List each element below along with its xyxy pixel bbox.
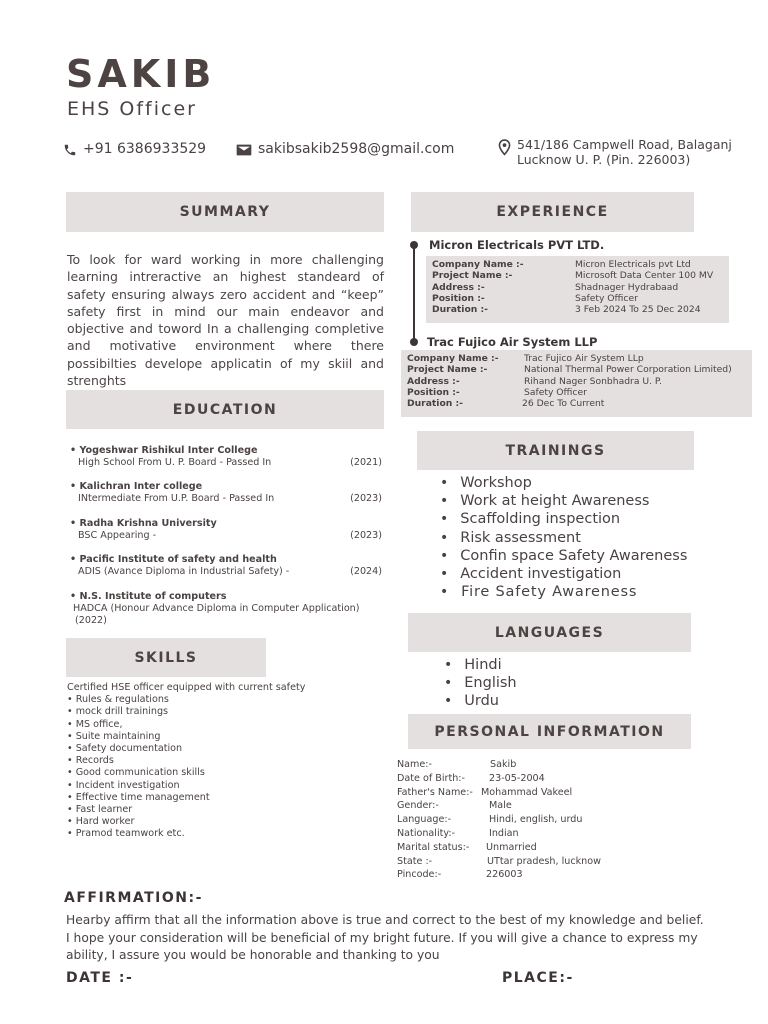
job-details-micron [426, 256, 729, 323]
languages-list [444, 656, 517, 711]
skill-item: • Pramod teamwork etc. [67, 828, 185, 840]
training-item: • Fire Safety Awareness [440, 583, 687, 601]
location-pin-icon [498, 139, 511, 156]
info-value: Sakib [490, 759, 517, 770]
education-detail: BSC Appearing - [78, 530, 157, 541]
experience-heading: EXPERIENCE [411, 192, 694, 232]
education-item [70, 591, 382, 627]
contact-phone [63, 141, 206, 157]
education-year: (2023) [350, 493, 382, 504]
detail-key: Project Name :- [432, 270, 513, 282]
education-institution: • Radha Krishna University [70, 518, 217, 529]
education-item [70, 554, 382, 578]
affirmation-text [66, 912, 726, 965]
personal-info-heading: PERSONAL INFORMATION [408, 714, 691, 749]
skill-item: • Suite maintaining [67, 730, 161, 742]
detail-key: Company Name :- [432, 259, 524, 270]
education-year: (2024) [350, 566, 382, 577]
envelope-icon [236, 143, 252, 157]
training-item: • Accident investigation [440, 565, 687, 583]
job-details-trac [401, 350, 752, 417]
info-value: 23-05-2004 [489, 772, 545, 784]
skill-item: • Good communication skills [67, 767, 205, 779]
detail-key: Project Name :- [407, 364, 488, 376]
candidate-name: SAKIB [66, 52, 216, 96]
summary-heading: SUMMARY [66, 192, 384, 232]
info-key: State :- [397, 855, 433, 867]
detail-key: Position :- [407, 386, 460, 398]
address-block [517, 137, 732, 167]
detail-value: Shadnager Hydrabaad [575, 281, 679, 293]
education-detail: INtermediate From U.P. Board - Passed In [78, 493, 275, 504]
training-item: • Confin space Safety Awareness [440, 547, 687, 565]
info-value: Mohammad Vakeel [481, 786, 573, 798]
info-value: Male [489, 800, 512, 812]
job-title: EHS Officer [67, 98, 197, 120]
info-value: UTtar pradesh, lucknow [487, 855, 601, 867]
education-year: (2021) [350, 457, 382, 468]
job-title-micron: Micron Electricals PVT LTD. [429, 238, 605, 252]
info-key: Language:- [397, 814, 452, 826]
info-key: Nationality:- [397, 827, 456, 839]
detail-value: Microsoft Data Center 100 MV [575, 270, 714, 282]
email-address: sakibsakib2598@gmail.com [258, 141, 455, 157]
skill-item: • Effective time management [67, 791, 210, 803]
languages-heading: LANGUAGES [408, 613, 691, 652]
affirmation-line-1: Hearby affirm that all the information above is true and correct to the best of my knowledge and belief. [66, 913, 704, 927]
detail-value: Rihand Nager Sonbhadra U. P. [524, 375, 662, 387]
training-item: • Workshop [440, 474, 687, 492]
personal-info-table [397, 758, 697, 882]
skill-item: • mock drill trainings [67, 706, 169, 718]
detail-key: Company Name :- [407, 353, 499, 364]
affirmation-heading: AFFIRMATION:- [64, 890, 203, 906]
detail-value: Safety Officer [575, 292, 638, 304]
detail-value: National Thermal Power Corporation Limited) [524, 364, 732, 376]
skills-heading: SKILLS [66, 638, 266, 677]
timeline-line [413, 244, 415, 342]
info-key: Pincode:- [397, 869, 442, 881]
address-line-2: Lucknow U. P. (Pin. 226003) [517, 152, 691, 167]
skill-item: • Fast learner [67, 804, 133, 816]
training-item: • Work at height Awareness [440, 492, 687, 510]
detail-value: Safety Officer [524, 386, 587, 398]
trainings-list [440, 474, 687, 601]
detail-key: Duration :- [407, 398, 463, 410]
education-year: (2022) [75, 615, 107, 626]
summary-text: To look for ward working in more challenging learning intreractive an highest standeard of safety ensuring always zero accident and “keep” safety first in mind our main endeavor and objective and toword In a challenging completive and motivative environment where there possibilties develope applicatin of my skiil and strenghts [67, 252, 384, 389]
education-item [70, 518, 382, 542]
education-institution: • N.S. Institute of computers [70, 591, 227, 602]
info-value: Unmarried [486, 841, 537, 853]
contact-address [498, 137, 732, 167]
skills-list [67, 682, 387, 841]
training-item: • Risk assessment [440, 529, 687, 547]
detail-key: Position :- [432, 292, 485, 304]
skill-item: • Records [67, 755, 114, 767]
language-item: • Urdu [444, 692, 517, 710]
phone-icon [63, 143, 77, 157]
detail-value: 26 Dec To Current [522, 398, 605, 410]
education-detail: ADIS (Avance Diploma in Industrial Safety) - [78, 566, 290, 577]
training-item: • Scaffolding inspection [440, 510, 687, 528]
language-item: • Hindi [444, 656, 517, 674]
phone-number: +91 6386933529 [83, 141, 207, 157]
education-institution: • Yogeshwar Rishikul Inter College [70, 445, 258, 456]
education-year: (2023) [350, 530, 382, 541]
skill-item: • MS office, [67, 718, 123, 730]
info-key: Marital status:- [397, 841, 470, 853]
timeline-dot [410, 338, 418, 346]
info-value: Indian [489, 827, 519, 839]
language-item: • English [444, 674, 517, 692]
skill-item: • Rules & regulations [67, 694, 169, 706]
education-institution: • Pacific Institute of safety and health [70, 554, 277, 565]
contact-email [236, 141, 454, 157]
info-key: Name:- [397, 759, 432, 770]
detail-value: Trac Fujico Air System LLp [524, 353, 644, 364]
detail-value: Micron Electricals pvt Ltd [575, 259, 691, 270]
education-item [70, 445, 382, 469]
skill-item: • Hard worker [67, 816, 135, 828]
info-value: 226003 [486, 869, 523, 881]
skill-item: Certified HSE officer equipped with current safety [67, 682, 306, 693]
skill-item: • Safety documentation [67, 743, 183, 755]
detail-key: Address :- [407, 375, 460, 387]
timeline-dot [410, 241, 418, 249]
skill-item: • Incident investigation [67, 779, 180, 791]
detail-key: Duration :- [432, 304, 488, 316]
place-label: PLACE:- [502, 970, 574, 986]
trainings-heading: TRAININGS [417, 431, 694, 470]
info-key: Gender:- [397, 800, 439, 812]
education-institution: • Kalichran Inter college [70, 481, 203, 492]
job-title-trac: Trac Fujico Air System LLP [427, 335, 598, 349]
date-label: DATE :- [66, 970, 134, 986]
education-heading: EDUCATION [66, 390, 384, 429]
address-line-1: 541/186 Campwell Road, Balaganj [517, 137, 732, 152]
detail-value: 3 Feb 2024 To 25 Dec 2024 [575, 304, 701, 316]
affirmation-line-2: I hope your consideration will be beneficial of my bright future. If you will give a chance to express my ability, I assure you would be honorable and thanking to you [66, 930, 698, 962]
info-key: Date of Birth:- [397, 772, 466, 784]
education-item [70, 481, 382, 505]
education-detail: HADCA (Honour Advance Diploma in Computer Application) [73, 603, 360, 614]
detail-key: Address :- [432, 281, 485, 293]
info-key: Father's Name:- [397, 786, 473, 798]
info-value: Hindi, english, urdu [489, 814, 583, 826]
education-detail: High School From U. P. Board - Passed In [78, 457, 272, 468]
